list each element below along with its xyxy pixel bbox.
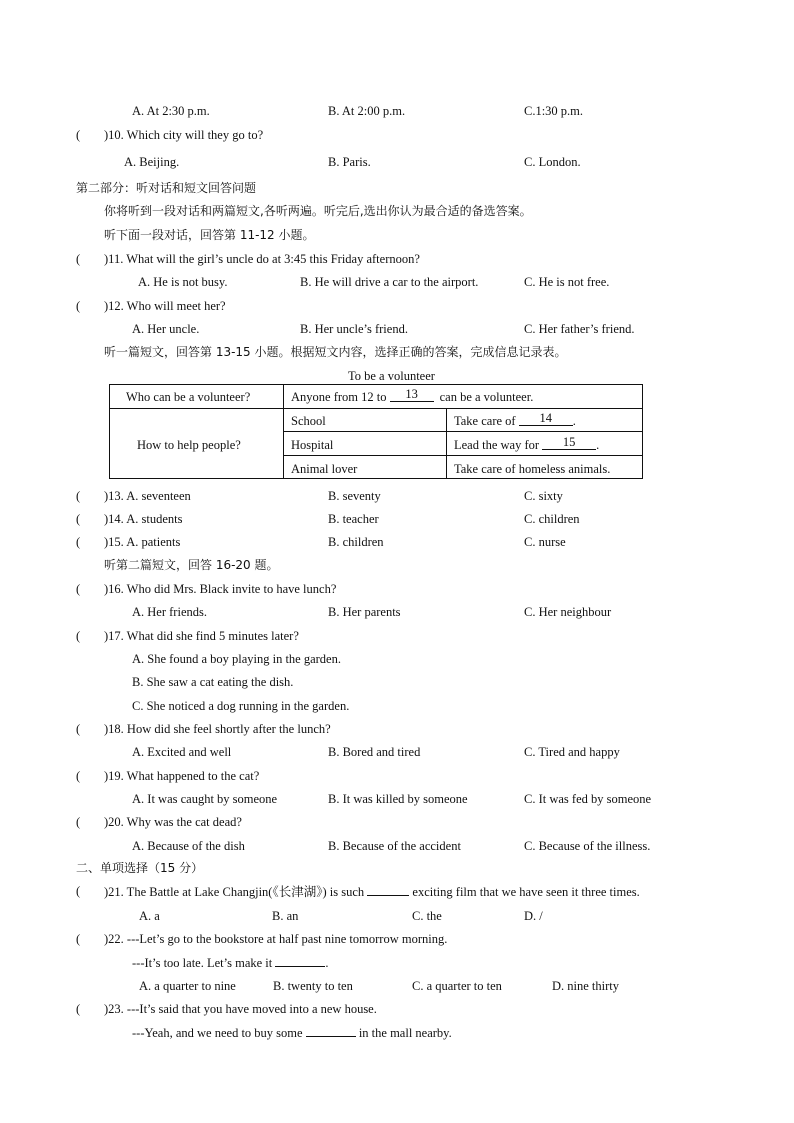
q16-option-b: B. Her parents xyxy=(328,605,401,619)
answer-bracket: ( xyxy=(76,722,81,736)
dialog-instructions: 听下面一段对话，回答第 11-12 小题。 xyxy=(104,228,315,242)
q15-option-c: C. nurse xyxy=(524,535,566,549)
answer-bracket: ( xyxy=(76,252,81,266)
q16-stem: )16. Who did Mrs. Black invite to have lunch? xyxy=(104,582,337,596)
q17-stem: )17. What did she find 5 minutes later? xyxy=(104,629,299,643)
q16-option-c: C. Her neighbour xyxy=(524,605,612,619)
q10-stem: )10. Which city will they go to? xyxy=(104,128,264,142)
q11-stem: )11. What will the girl’s uncle do at 3:45 this Friday afternoon? xyxy=(104,252,420,266)
q15-stem: )15. A. patients xyxy=(104,535,181,549)
answer-bracket: ( xyxy=(76,932,81,946)
q21-stem: )21. The Battle at Lake Changjin(《长津湖》) is such exciting film that we have seen it three times. xyxy=(104,885,640,899)
q17-option-a: A. She found a boy playing in the garden. xyxy=(132,652,341,666)
q11-option-c: C. He is not free. xyxy=(524,275,610,289)
table-animal-lover: Animal lover xyxy=(291,462,358,476)
table-school-task: Take care of 14 . xyxy=(454,411,576,428)
q9-option-a: A. At 2:30 p.m. xyxy=(132,104,210,118)
part3-heading: 二、单项选择（15 分） xyxy=(76,861,204,875)
q10-option-a: A. Beijing. xyxy=(124,155,180,169)
answer-bracket: ( xyxy=(76,512,81,526)
table-hospital-task: Lead the way for 15 . xyxy=(454,435,600,452)
answer-bracket: ( xyxy=(76,489,81,503)
q18-option-a: A. Excited and well xyxy=(132,745,232,759)
q19-option-c: C. It was fed by someone xyxy=(524,792,652,806)
table-animal-task: Take care of homeless animals. xyxy=(454,462,611,476)
q23-reply: ---Yeah, and we need to buy some in the mall nearby. xyxy=(132,1026,452,1040)
q12-option-a: A. Her uncle. xyxy=(132,322,200,336)
q22-option-b: B. twenty to ten xyxy=(273,979,353,993)
answer-bracket: ( xyxy=(76,769,81,783)
q22-stem: )22. ---Let’s go to the bookstore at half past nine tomorrow morning. xyxy=(104,932,448,946)
q21-option-b: B. an xyxy=(272,909,299,923)
q13-option-b: B. seventy xyxy=(328,489,381,503)
q14-option-b: B. teacher xyxy=(328,512,379,526)
q13-option-c: C. sixty xyxy=(524,489,563,503)
q14-stem: )14. A. students xyxy=(104,512,183,526)
q10-option-b: B. Paris. xyxy=(328,155,371,169)
q20-stem: )20. Why was the cat dead? xyxy=(104,815,242,829)
answer-bracket: ( xyxy=(76,535,81,549)
q19-option-b: B. It was killed by someone xyxy=(328,792,468,806)
q21-option-c: C. the xyxy=(412,909,442,923)
answer-bracket: ( xyxy=(76,299,81,313)
q9-option-b: B. At 2:00 p.m. xyxy=(328,104,406,118)
table-school: School xyxy=(291,414,326,428)
q18-option-b: B. Bored and tired xyxy=(328,745,421,759)
q22-option-d: D. nine thirty xyxy=(552,979,620,993)
q22-option-a: A. a quarter to nine xyxy=(139,979,236,993)
table-title: To be a volunteer xyxy=(348,369,435,383)
q11-option-a: A. He is not busy. xyxy=(138,275,228,289)
q18-stem: )18. How did she feel shortly after the lunch? xyxy=(104,722,331,736)
q16-option-a: A. Her friends. xyxy=(132,605,207,619)
q11-option-b: B. He will drive a car to the airport. xyxy=(300,275,479,289)
answer-bracket: ( xyxy=(76,1002,81,1016)
q10-option-c: C. London. xyxy=(524,155,581,169)
answer-bracket: ( xyxy=(76,128,81,142)
table-r1-answer: Anyone from 12 to 13 can be a volunteer. xyxy=(291,387,534,404)
answer-bracket: ( xyxy=(76,629,81,643)
q23-stem: )23. ---It’s said that you have moved into a new house. xyxy=(104,1002,377,1016)
table-hospital: Hospital xyxy=(291,438,334,452)
q21-option-a: A. a xyxy=(139,909,160,923)
q20-option-b: B. Because of the accident xyxy=(328,839,461,853)
passage1-instructions: 听一篇短文，回答第 13-15 小题。根据短文内容，选择正确的答案，完成信息记录表。 xyxy=(104,345,567,359)
q17-option-c: C. She noticed a dog running in the garden. xyxy=(132,699,350,713)
q19-option-a: A. It was caught by someone xyxy=(132,792,278,806)
q14-option-c: C. children xyxy=(524,512,580,526)
answer-bracket: ( xyxy=(76,815,81,829)
answer-bracket: ( xyxy=(76,884,81,898)
q19-stem: )19. What happened to the cat? xyxy=(104,769,260,783)
q17-option-b: B. She saw a cat eating the dish. xyxy=(132,675,294,689)
q21-option-d: D. / xyxy=(524,909,543,923)
part2-instructions: 你将听到一段对话和两篇短文,各听两遍。听完后,选出你认为最合适的备选答案。 xyxy=(104,204,532,218)
table-r2-header: How to help people? xyxy=(137,438,241,452)
q12-stem: )12. Who will meet her? xyxy=(104,299,226,313)
q22-reply: ---It’s too late. Let’s make it . xyxy=(132,956,329,970)
q15-option-b: B. children xyxy=(328,535,384,549)
passage2-instructions: 听第二篇短文，回答 16-20 题。 xyxy=(104,558,279,572)
answer-bracket: ( xyxy=(76,582,81,596)
table-r1-header: Who can be a volunteer? xyxy=(126,390,251,404)
q20-option-a: A. Because of the dish xyxy=(132,839,245,853)
q13-stem: )13. A. seventeen xyxy=(104,489,191,503)
volunteer-table xyxy=(109,384,643,479)
q9-option-c: C.1:30 p.m. xyxy=(524,104,584,118)
q20-option-c: C. Because of the illness. xyxy=(524,839,651,853)
q22-option-c: C. a quarter to ten xyxy=(412,979,502,993)
q12-option-c: C. Her father’s friend. xyxy=(524,322,635,336)
q12-option-b: B. Her uncle’s friend. xyxy=(300,322,408,336)
part2-heading: 第二部分：听对话和短文回答问题 xyxy=(76,181,257,195)
q18-option-c: C. Tired and happy xyxy=(524,745,620,759)
